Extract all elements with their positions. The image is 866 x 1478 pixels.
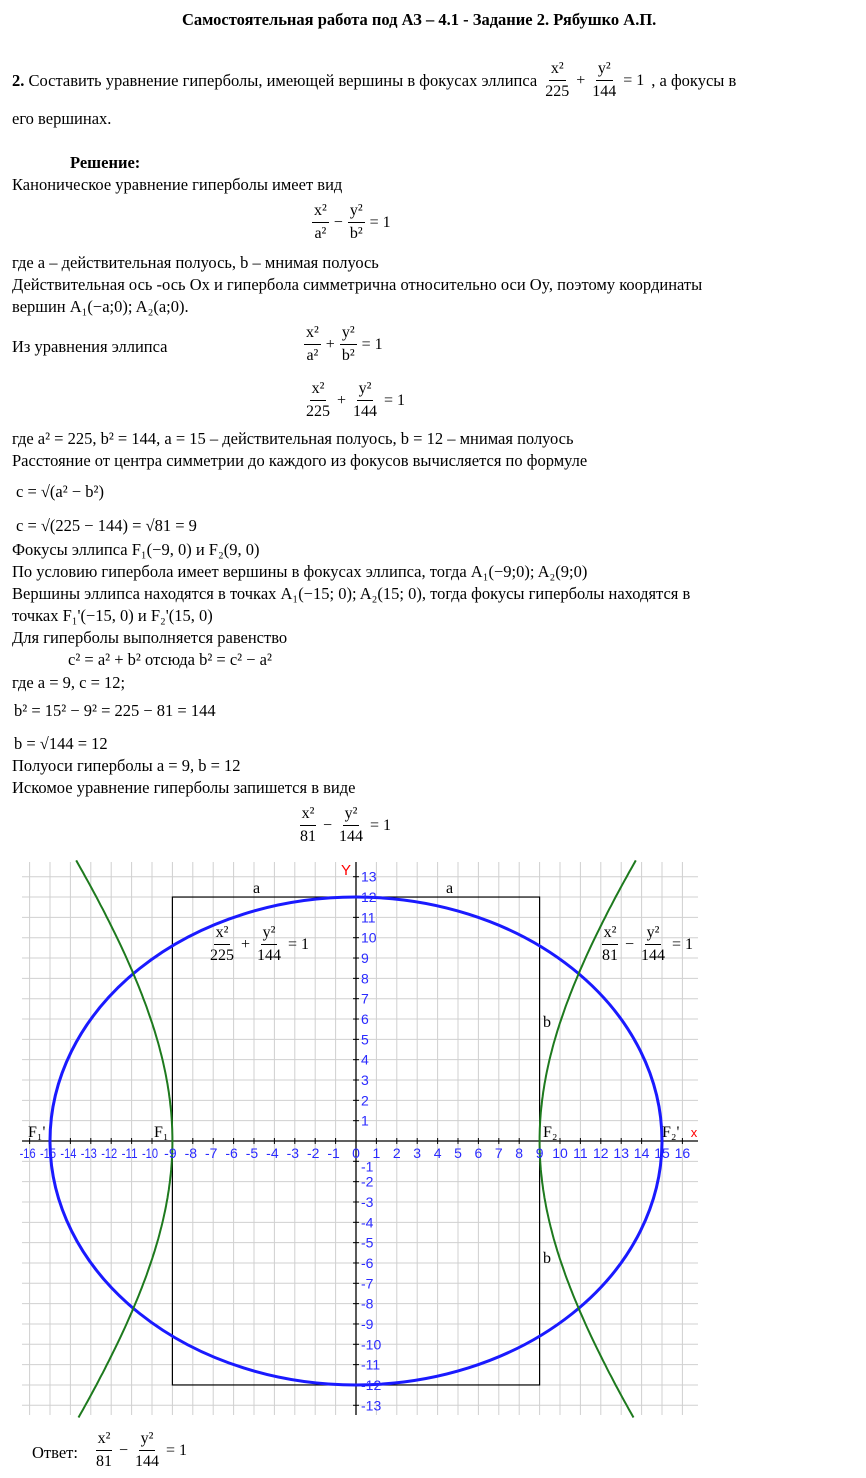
x-tick-label: 13 bbox=[613, 1145, 629, 1161]
x-axis-label: x bbox=[690, 1125, 698, 1140]
x-tick-label: 9 bbox=[535, 1145, 544, 1161]
solution-line: Действительная ось -ось Ox и гипербола симметрична относительно оси Oy, поэтому координаты bbox=[12, 275, 703, 294]
solution-line: Искомое уравнение гиперболы запишется в виде bbox=[12, 778, 356, 797]
x-tick-label: 3 bbox=[413, 1145, 422, 1161]
x-tick-label: 4 bbox=[433, 1145, 442, 1161]
operator: − bbox=[625, 935, 635, 953]
fraction bbox=[639, 922, 667, 967]
fraction bbox=[340, 322, 357, 367]
label-f1: F₁ bbox=[154, 1124, 169, 1141]
problem-tail: , а фокусы в bbox=[651, 70, 737, 90]
ellipse-equation bbox=[302, 378, 408, 423]
x-tick-label: -10 bbox=[142, 1145, 159, 1161]
denominator: a² bbox=[306, 347, 319, 364]
y-tick-label: 11 bbox=[361, 909, 376, 926]
fraction bbox=[590, 58, 618, 103]
denominator: 144 bbox=[592, 83, 617, 100]
fraction bbox=[304, 378, 332, 423]
fraction bbox=[304, 322, 321, 367]
answer-equation bbox=[92, 1428, 190, 1473]
operator: − bbox=[323, 816, 333, 834]
solution-line: вершин A₁(−a;0); A₂(a;0). bbox=[12, 297, 189, 316]
y-tick-label: 2 bbox=[361, 1092, 369, 1109]
numerator: y² bbox=[139, 1428, 156, 1451]
label-b-top: b bbox=[543, 1014, 551, 1031]
label-b-bottom: b bbox=[543, 1250, 551, 1267]
x-tick-label: -2 bbox=[306, 1145, 320, 1161]
denominator: 144 bbox=[135, 1453, 160, 1470]
problem-number: 2. bbox=[12, 70, 25, 90]
denominator: 144 bbox=[339, 828, 364, 845]
y-tick-label: 8 bbox=[361, 970, 369, 987]
x-tick-label: -1 bbox=[327, 1145, 340, 1161]
solution-line: где a – действительная полуось, b – мнимая полуось bbox=[12, 253, 379, 272]
y-tick-label: 9 bbox=[361, 950, 369, 967]
numerator: y² bbox=[645, 922, 662, 945]
y-tick-label: -7 bbox=[361, 1275, 374, 1292]
problem-text: Составить уравнение гиперболы, имеющей вершины в фокусах эллипса bbox=[28, 70, 538, 90]
numerator: y² bbox=[596, 58, 613, 81]
x-tick-label: -16 bbox=[19, 1145, 36, 1161]
fraction bbox=[600, 922, 620, 967]
numerator: x² bbox=[214, 922, 231, 945]
y-tick-label: 1 bbox=[361, 1112, 369, 1129]
problem-text-line2: его вершинах. bbox=[12, 109, 112, 128]
y-tick-label: 12 bbox=[361, 889, 377, 906]
canonical-hyperbola-equation bbox=[310, 200, 394, 245]
x-tick-label: -13 bbox=[80, 1145, 97, 1161]
solution-line: c² = a² + b² отсюда b² = c² − a² bbox=[68, 650, 272, 669]
fraction bbox=[312, 200, 329, 245]
x-tick-label: 11 bbox=[573, 1145, 588, 1161]
ellipse-equation bbox=[541, 58, 647, 103]
equals-one: = 1 bbox=[384, 391, 406, 409]
fraction bbox=[351, 378, 379, 423]
operator: − bbox=[119, 1441, 129, 1459]
x-tick-label: -4 bbox=[266, 1145, 279, 1161]
operator: + bbox=[325, 335, 335, 353]
equals-one: = 1 bbox=[623, 71, 645, 89]
fraction bbox=[255, 922, 283, 967]
numerator: x² bbox=[602, 922, 619, 945]
denominator: a² bbox=[314, 225, 327, 242]
solution-line: Фокусы эллипса F₁(−9, 0) и F₂(9, 0) bbox=[12, 540, 260, 559]
x-tick-label: 0 bbox=[352, 1145, 360, 1161]
solution-line: Каноническое уравнение гиперболы имеет вид bbox=[12, 175, 343, 194]
denominator: 81 bbox=[602, 947, 618, 964]
numerator: y² bbox=[348, 200, 365, 223]
label-f2: F₂ bbox=[543, 1124, 558, 1141]
equals-one: = 1 bbox=[672, 935, 694, 953]
graph-ellipse-equation bbox=[206, 922, 312, 967]
operator: + bbox=[337, 391, 347, 409]
solution-line: Полуоси гиперболы a = 9, b = 12 bbox=[12, 756, 241, 775]
solution-line: точках F₁'(−15, 0) и F₂'(15, 0) bbox=[12, 606, 213, 625]
ellipse-general-equation bbox=[302, 322, 386, 367]
formula-c-value: c = √(225 − 144) = √81 = 9 bbox=[16, 516, 197, 535]
numerator: x² bbox=[304, 322, 321, 345]
x-tick-label: 2 bbox=[392, 1145, 401, 1161]
x-tick-label: 5 bbox=[454, 1145, 462, 1161]
x-tick-label: 6 bbox=[474, 1145, 483, 1161]
label-f2-prime: F₂' bbox=[662, 1124, 680, 1141]
x-tick-label: 14 bbox=[633, 1145, 650, 1161]
denominator: 81 bbox=[300, 828, 316, 845]
x-tick-label: -12 bbox=[101, 1145, 118, 1161]
fraction bbox=[348, 200, 365, 245]
label-f1-prime: F₁' bbox=[28, 1124, 46, 1141]
y-tick-label: -12 bbox=[361, 1376, 382, 1393]
y-axis-label: Y bbox=[340, 862, 352, 879]
y-tick-label: -10 bbox=[361, 1336, 382, 1353]
y-tick-label: -1 bbox=[361, 1158, 374, 1175]
x-tick-label: -8 bbox=[184, 1145, 198, 1161]
equals-one: = 1 bbox=[288, 935, 310, 953]
numerator: y² bbox=[261, 922, 278, 945]
x-tick-label: -9 bbox=[164, 1145, 177, 1161]
y-tick-label: 5 bbox=[361, 1031, 369, 1048]
y-tick-label: -9 bbox=[361, 1315, 374, 1332]
x-tick-label: -7 bbox=[204, 1145, 218, 1161]
equals-one: = 1 bbox=[370, 816, 392, 834]
numerator: x² bbox=[549, 58, 566, 81]
denominator: 81 bbox=[96, 1453, 112, 1470]
y-tick-label: 7 bbox=[361, 990, 369, 1007]
x-tick-label: -5 bbox=[245, 1145, 259, 1161]
numerator: y² bbox=[340, 322, 357, 345]
denominator: 225 bbox=[545, 83, 570, 100]
y-tick-label: -5 bbox=[361, 1234, 374, 1251]
solution-heading: Решение: bbox=[70, 153, 141, 172]
y-tick-label: 3 bbox=[361, 1072, 369, 1089]
equals-one: = 1 bbox=[166, 1441, 188, 1459]
x-tick-label: 8 bbox=[515, 1145, 524, 1161]
y-tick-label: -8 bbox=[361, 1295, 374, 1312]
x-tick-label: 10 bbox=[552, 1145, 568, 1161]
x-tick-label: 1 bbox=[372, 1145, 381, 1161]
y-tick-label: 6 bbox=[361, 1011, 369, 1028]
denominator: b² bbox=[349, 225, 363, 242]
x-tick-label: -6 bbox=[225, 1145, 238, 1161]
fraction bbox=[543, 58, 571, 103]
denominator: 144 bbox=[641, 947, 666, 964]
y-tick-label: 13 bbox=[361, 868, 377, 885]
label-a-right: a bbox=[446, 880, 454, 897]
y-tick-label: -3 bbox=[361, 1193, 374, 1210]
y-tick-label: 10 bbox=[361, 929, 377, 946]
hyperbola-equation bbox=[296, 803, 394, 848]
solution-line: Для гиперболы выполняется равенство bbox=[12, 628, 288, 647]
operator: + bbox=[576, 71, 586, 89]
solution-line: Вершины эллипса находятся в точках A₁(−15; 0); A₂(15; 0), тогда фокусы гиперболы находятся в bbox=[12, 584, 691, 603]
y-tick-label: -4 bbox=[361, 1214, 374, 1231]
x-tick-label: -15 bbox=[40, 1145, 57, 1161]
x-tick-label: 15 bbox=[654, 1145, 670, 1161]
numerator: y² bbox=[357, 378, 374, 401]
operator: − bbox=[333, 213, 343, 231]
equals-one: = 1 bbox=[361, 335, 383, 353]
fraction bbox=[337, 803, 365, 848]
numerator: x² bbox=[300, 803, 317, 826]
y-tick-label: -2 bbox=[361, 1173, 374, 1190]
solution-line: где a² = 225, b² = 144, a = 15 – действительная полуось, b = 12 – мнимая полуось bbox=[12, 429, 574, 448]
numerator: y² bbox=[343, 803, 360, 826]
y-tick-label: 4 bbox=[361, 1051, 369, 1068]
answer-label: Ответ: bbox=[32, 1443, 78, 1462]
page-title: Самостоятельная работа под АЗ – 4.1 - Задание 2. Рябушко А.П. bbox=[182, 10, 657, 29]
x-tick-label: -3 bbox=[286, 1145, 300, 1161]
numerator: x² bbox=[96, 1428, 113, 1451]
x-tick-label: -11 bbox=[121, 1145, 138, 1161]
solution-line: b = √144 = 12 bbox=[14, 734, 108, 753]
solution-line: Из уравнения эллипса bbox=[12, 337, 168, 356]
x-tick-label: 12 bbox=[593, 1145, 609, 1161]
denominator: 144 bbox=[353, 403, 378, 420]
equals-one: = 1 bbox=[369, 213, 391, 231]
problem-statement bbox=[12, 58, 736, 103]
y-tick-label: -11 bbox=[361, 1356, 381, 1373]
numerator: x² bbox=[312, 200, 329, 223]
y-tick-label: -13 bbox=[361, 1397, 382, 1414]
graph-hyperbola-equation bbox=[598, 922, 696, 967]
solution-line: b² = 15² − 9² = 225 − 81 = 144 bbox=[14, 701, 216, 720]
x-tick-label: -14 bbox=[60, 1145, 77, 1161]
solution-line: По условию гипербола имеет вершины в фокусах эллипса, тогда A₁(−9;0); A₂(9;0) bbox=[12, 562, 588, 581]
fraction bbox=[298, 803, 318, 848]
graph-ellipse-hyperbola bbox=[0, 855, 866, 1425]
fraction bbox=[208, 922, 236, 967]
fraction bbox=[94, 1428, 114, 1473]
denominator: 225 bbox=[306, 403, 330, 420]
formula-c: c = √(a² − b²) bbox=[16, 482, 104, 501]
label-a-left: a bbox=[253, 880, 261, 897]
x-tick-label: 7 bbox=[494, 1145, 503, 1161]
denominator: 225 bbox=[210, 947, 234, 964]
y-tick-label: -6 bbox=[361, 1254, 374, 1271]
x-tick-label: 16 bbox=[674, 1145, 691, 1161]
denominator: b² bbox=[341, 347, 355, 364]
denominator: 144 bbox=[257, 947, 282, 964]
fraction bbox=[133, 1428, 161, 1473]
operator: + bbox=[241, 935, 251, 953]
numerator: x² bbox=[310, 378, 327, 401]
solution-line: где a = 9, c = 12; bbox=[12, 673, 126, 692]
solution-line: Расстояние от центра симметрии до каждого из фокусов вычисляется по формуле bbox=[12, 451, 588, 470]
